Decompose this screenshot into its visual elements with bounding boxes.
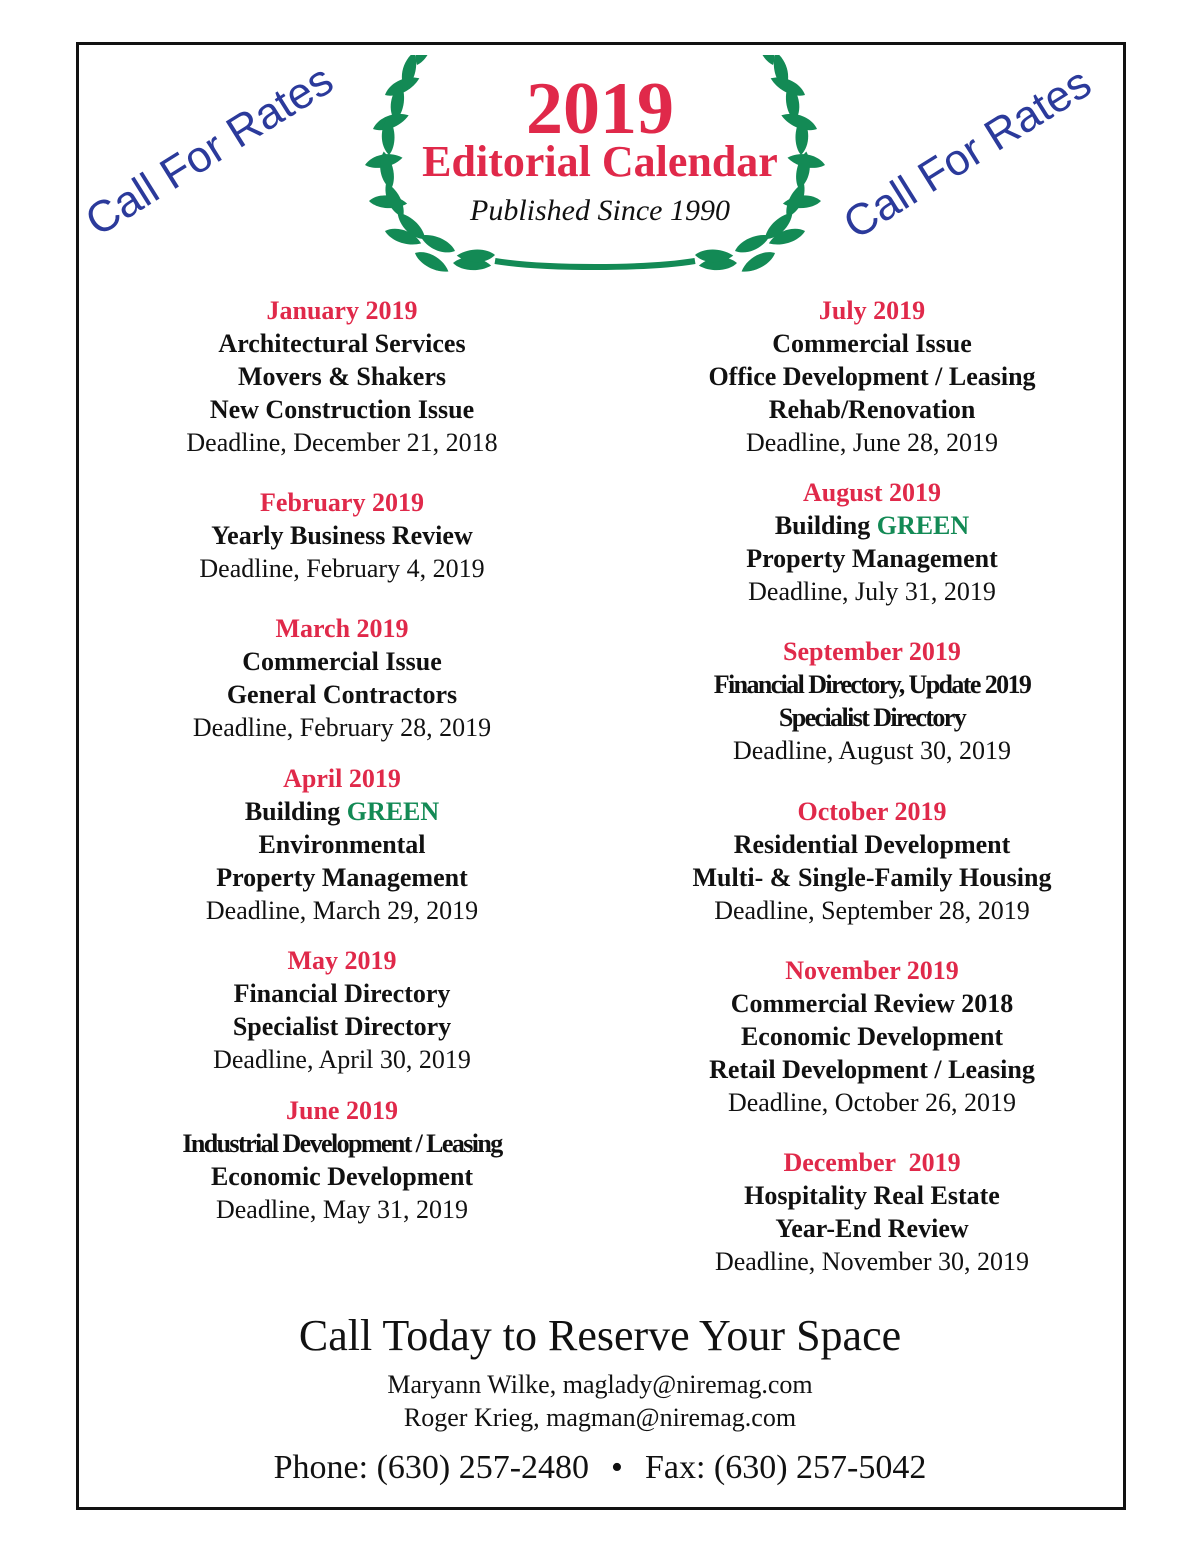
- green-label: GREEN: [876, 511, 970, 540]
- issue-topic: General Contractors: [226, 680, 458, 709]
- issue-month: August 2019: [803, 478, 941, 507]
- issue-topic: Hospitality Real Estate: [744, 1181, 1000, 1210]
- issue-month: June 2019: [286, 1096, 398, 1125]
- issue-topic: Specialist Directory: [778, 703, 966, 732]
- issue-topic: Property Management: [216, 863, 468, 892]
- issue-topic: Specialist Directory: [232, 1012, 452, 1041]
- issue-month: May 2019: [287, 946, 397, 975]
- issue-deadline: Deadline, June 28, 2019: [745, 428, 998, 457]
- issue-june: [82, 1094, 602, 1226]
- calendar-year: 2019: [526, 68, 674, 150]
- issue-month: February 2019: [260, 488, 424, 517]
- issue-month: April 2019: [283, 764, 401, 793]
- issue-topic: Environmental: [258, 830, 426, 859]
- page-title: Editorial Calendar: [422, 137, 778, 186]
- issue-topic: Residential Development: [733, 830, 1011, 859]
- contact-maryann: Maryann Wilke, maglady@niremag.com: [387, 1370, 813, 1399]
- issue-deadline: Deadline, May 31, 2019: [215, 1195, 468, 1224]
- issue-deadline: Deadline, August 30, 2019: [732, 736, 1012, 765]
- issue-february: [82, 486, 602, 585]
- issue-topic: Architectural Services: [218, 329, 466, 358]
- issue-deadline: Deadline, December 21, 2018: [186, 428, 498, 457]
- issue-november: [612, 954, 1132, 1119]
- issue-topic: Retail Development / Leasing: [709, 1055, 1035, 1084]
- issue-month: December 2019: [783, 1148, 961, 1177]
- phone-fax-line: [0, 1448, 1200, 1488]
- issue-deadline: Deadline, November 30, 2019: [714, 1247, 1030, 1276]
- issue-july: [612, 294, 1132, 459]
- issue-deadline: Deadline, October 26, 2019: [727, 1088, 1017, 1117]
- call-for-rates-right: Call For Rates: [835, 58, 1100, 249]
- issue-deadline: Deadline, July 31, 2019: [748, 577, 996, 606]
- issue-september: [612, 635, 1132, 767]
- issue-topic-building-green: [612, 509, 1132, 542]
- phone-number: Phone: (630) 257-2480: [273, 1449, 590, 1486]
- issue-october: [612, 795, 1132, 927]
- issue-deadline: Deadline, April 30, 2019: [213, 1045, 471, 1074]
- issue-month: March 2019: [275, 614, 409, 643]
- issue-deadline: Deadline, February 4, 2019: [199, 554, 485, 583]
- issue-topic: Economic Development: [210, 1162, 474, 1191]
- issue-december: [612, 1146, 1132, 1278]
- issue-topic: New Construction Issue: [209, 395, 475, 424]
- issue-month: July 2019: [818, 296, 926, 325]
- issue-january: [82, 294, 602, 459]
- fax-number: Fax: (630) 257-5042: [644, 1449, 927, 1486]
- issue-topic-building-green: [82, 795, 602, 828]
- issue-topic: Commercial Issue: [772, 329, 972, 358]
- page-subtitle: Published Since 1990: [470, 194, 730, 227]
- issue-may: [82, 944, 602, 1076]
- issue-month: October 2019: [797, 797, 947, 826]
- issue-topic: Year-End Review: [775, 1214, 969, 1243]
- issue-topic: Multi- & Single-Family Housing: [692, 863, 1052, 892]
- call-for-rates-left: Call For Rates: [77, 55, 342, 246]
- issue-march: [82, 612, 602, 744]
- issue-august: [612, 476, 1132, 608]
- issue-month: January 2019: [266, 296, 418, 325]
- building-label: Building: [244, 797, 341, 826]
- green-label: GREEN: [346, 797, 440, 826]
- issue-topic: Yearly Business Review: [211, 521, 473, 550]
- issue-topic: Movers & Shakers: [238, 362, 446, 391]
- issue-month: November 2019: [785, 956, 959, 985]
- issue-topic: Industrial Development / Leasing: [182, 1129, 502, 1158]
- issue-topic: Financial Directory: [233, 979, 451, 1008]
- issue-topic: Financial Directory, Update 2019: [713, 670, 1031, 699]
- issue-topic: Economic Development: [740, 1022, 1004, 1051]
- issue-month: September 2019: [783, 637, 961, 666]
- issue-topic: Commercial Issue: [242, 647, 442, 676]
- issue-deadline: Deadline, March 29, 2019: [205, 896, 479, 925]
- issue-april: [82, 762, 602, 927]
- issue-deadline: Deadline, September 28, 2019: [714, 896, 1030, 925]
- issue-topic: Property Management: [746, 544, 998, 573]
- call-to-action: Call Today to Reserve Your Space: [298, 1311, 902, 1360]
- bullet-separator: •: [611, 1449, 623, 1486]
- issue-topic: Rehab/Renovation: [768, 395, 976, 424]
- issue-topic: Office Development / Leasing: [708, 362, 1036, 391]
- building-label: Building: [774, 511, 871, 540]
- issue-topic: Commercial Review 2018: [730, 989, 1014, 1018]
- contact-roger: Roger Krieg, magman@niremag.com: [403, 1403, 797, 1432]
- issue-deadline: Deadline, February 28, 2019: [192, 713, 492, 742]
